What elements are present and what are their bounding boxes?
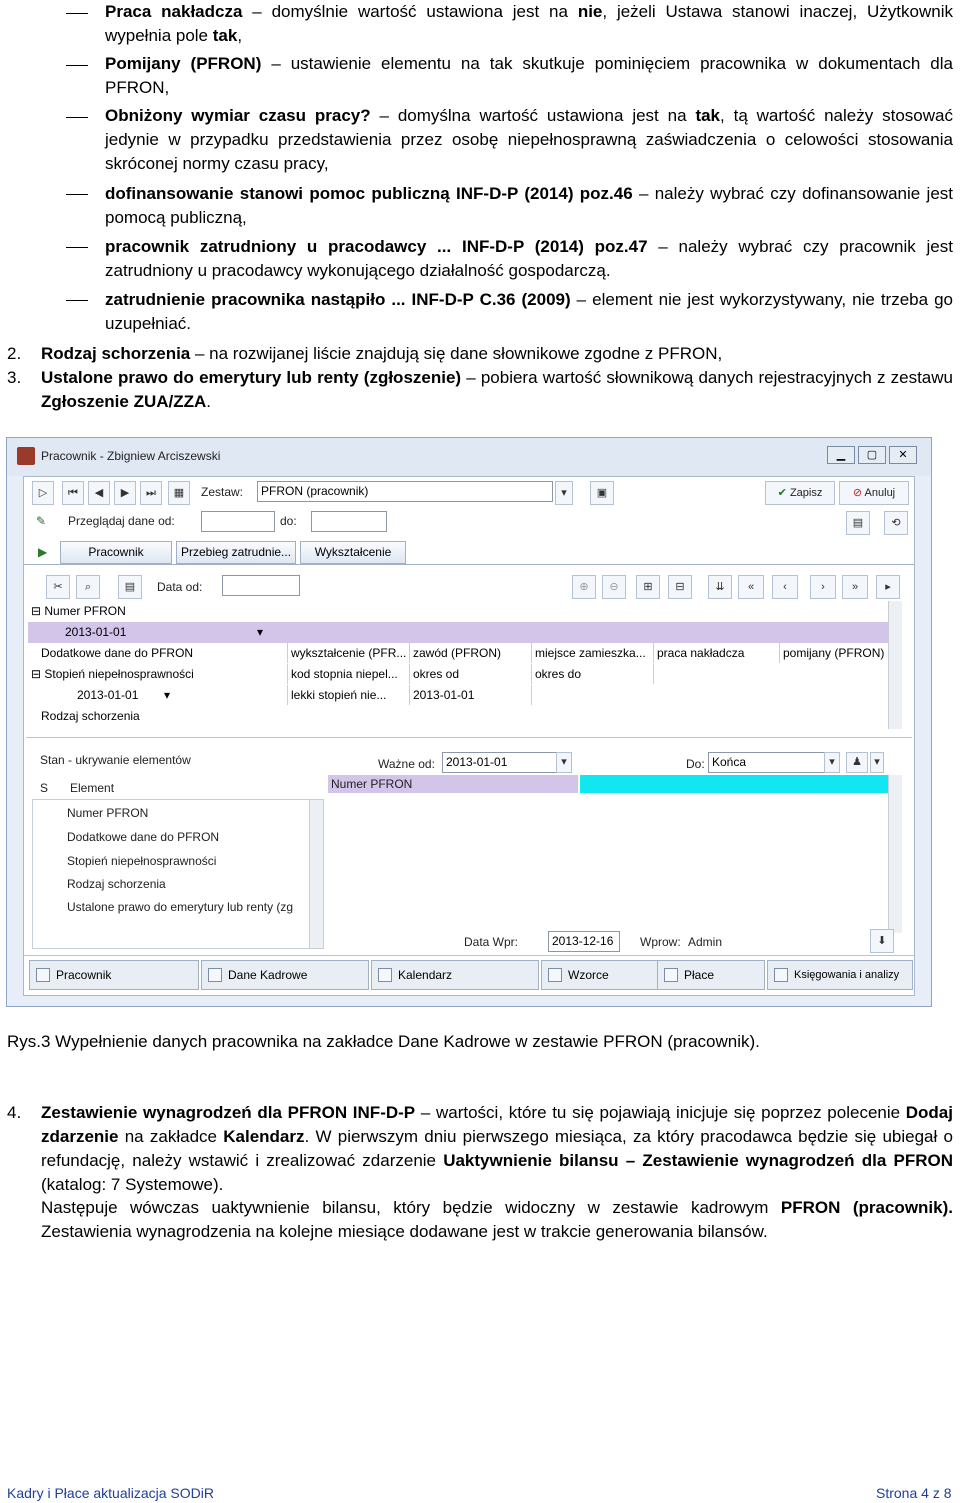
bullet-obnizony: Obniżony wymiar czasu pracy? – domyślna wartość ustawiona jest na tak, tą wartość należy stosować jedynie w przypadku przedstawienia przez osobę niepełnosprawną zaświadczenia o celowości stosowania skróconej normy czasu pracy, (105, 106, 953, 173)
tools-icon[interactable]: ✂ (46, 575, 70, 599)
first-record-icon[interactable]: ⏮ (62, 481, 84, 505)
grid-row-label: ⊟ Stopień niepełnosprawności (28, 664, 288, 684)
template-icon (548, 968, 562, 982)
bottom-divider (24, 955, 914, 956)
figure-caption: Rys.3 Wypełnienie danych pracownika na zakładce Dane Kadrowe w zestawie PFRON (pracownik). (7, 1032, 760, 1051)
element-list (32, 799, 324, 949)
zestaw-label: Zestaw: (201, 485, 244, 499)
grid-cell[interactable]: okres do (532, 664, 654, 684)
module-tab-dane-kadrowe[interactable] (201, 960, 369, 990)
item-number: 3. (7, 368, 22, 387)
calendar-icon[interactable]: ▤ (118, 575, 142, 599)
module-tab-label: Kalendarz (398, 968, 453, 982)
data-od-label: Data od: (157, 580, 203, 594)
footer-left: Kadry i Płace aktualizacja SODiR (7, 1485, 214, 1501)
selected-element-row[interactable] (328, 775, 578, 793)
module-tab-ksiegowania[interactable] (767, 960, 913, 990)
wprow-label: Wprow: (640, 935, 681, 949)
expand-icon[interactable]: ▶ (38, 545, 48, 559)
bullet-dash (66, 300, 88, 301)
item-rodzaj-schorzenia: Rodzaj schorzenia – na rozwijanej liście znajdują się dane słownikowe zgodne z PFRON, (41, 344, 723, 363)
list-item[interactable]: Ustalone prawo do emerytury lub renty (zg (67, 900, 294, 914)
grid-row[interactable] (28, 622, 890, 643)
grid-cell[interactable]: 2013-01-01 (410, 685, 532, 705)
grid-row[interactable] (28, 601, 894, 622)
grid-cell[interactable]: pomijany (PFRON) (780, 643, 892, 663)
chevron-down-icon[interactable]: ▾ (164, 688, 171, 702)
person-icon (36, 968, 50, 982)
selected-element-label: Numer PFRON (331, 777, 413, 791)
bullet-dash (66, 13, 88, 14)
data-wpr-value: 2013-12-16 (548, 931, 620, 952)
prev-page-icon[interactable]: ‹ (772, 575, 798, 599)
bullet-zatrudnienie: zatrudnienie pracownika nastąpiło ... INF-D-P C.36 (2009) – element nie jest wykorzystywany, nie trzeba go uzupełniać. (105, 290, 954, 333)
wprow-value: Admin (688, 935, 723, 949)
wazne-od-label: Ważne od: (378, 757, 435, 771)
grid-cell[interactable]: lekki stopień nie... (288, 685, 410, 705)
date-cell[interactable]: 2013-01-01 (74, 685, 288, 705)
first-page-icon[interactable]: « (738, 575, 764, 599)
do-input[interactable]: Końca (708, 752, 838, 773)
minimize-icon[interactable]: ▁ (827, 446, 855, 464)
grid-cell[interactable]: okres od (410, 664, 532, 684)
close-icon[interactable]: ✕ (889, 446, 917, 464)
s-column-header: S (40, 781, 49, 795)
data-od-input[interactable] (222, 575, 300, 596)
bullet-pomijany: Pomijany (PFRON) – ustawienie elementu na tak skutkuje pominięciem pracownika w dokumentach dla PFRON, (105, 54, 953, 97)
last-page-icon[interactable]: » (842, 575, 868, 599)
grid-cell[interactable]: wykształcenie (PFR... (288, 643, 410, 663)
play-icon[interactable]: ▷ (32, 481, 54, 505)
app-icon (17, 447, 35, 465)
detail-scrollbar[interactable] (888, 775, 902, 933)
module-tab-label: Pracownik (56, 968, 112, 982)
grid-row[interactable] (28, 685, 894, 706)
list-item[interactable]: Dodatkowe dane do PFRON (67, 830, 220, 844)
maximize-icon[interactable]: ▢ (858, 446, 886, 464)
cancel-button-label: Anuluj (864, 487, 896, 499)
module-tab-label: Płace (684, 968, 715, 982)
grid-cell[interactable]: praca nakładcza (654, 643, 780, 663)
module-tab-pracownik[interactable] (29, 960, 199, 990)
selected-element-value[interactable] (580, 775, 888, 793)
do2-label: Do: (686, 757, 705, 771)
set-config-icon[interactable]: ▣ (590, 481, 614, 505)
row-label: Rodzaj schorzenia (41, 709, 140, 723)
bullet-dash (66, 194, 88, 195)
date-to-input[interactable] (311, 511, 387, 532)
tabs-divider (24, 564, 914, 565)
search-icon[interactable]: ⌕ (76, 575, 100, 599)
go-right-icon[interactable]: ▸ (876, 575, 900, 599)
chevron-down-icon[interactable]: ▾ (555, 481, 573, 505)
calendar-icon (378, 968, 392, 982)
data-wpr-label: Data Wpr: (464, 935, 519, 949)
user-icon[interactable]: ♟ (846, 752, 868, 773)
grid-row[interactable] (28, 664, 894, 685)
element-column-header: Element (70, 781, 115, 795)
module-tab-label: Księgowania i analizy (794, 969, 900, 981)
grid-icon[interactable]: ▦ (168, 481, 190, 505)
item-number: 2. (7, 344, 22, 363)
przegladaj-label: Przeglądaj dane od: (68, 514, 175, 528)
zestaw-select[interactable]: PFRON (pracownik) (257, 481, 553, 502)
delete-row-icon[interactable]: ⊟ (668, 575, 692, 599)
cancel-button[interactable]: ⊘ Anuluj (839, 481, 909, 505)
payroll-icon (664, 968, 678, 982)
add-circle-icon[interactable]: ⊕ (572, 575, 596, 599)
grid-cell[interactable]: miejsce zamieszka... (532, 643, 654, 663)
panel-divider (26, 737, 912, 738)
next-page-icon[interactable]: › (810, 575, 836, 599)
table-icon[interactable]: ▤ (846, 511, 870, 535)
collapse-icon[interactable]: ⇊ (708, 575, 732, 599)
bullet-praca-nakladcza: Praca nakładcza – domyślnie wartość ustawiona jest na nie, jeżeli Ustawa stanowi inaczej, Użytkownik wypełnia pole tak, (105, 2, 953, 45)
module-tab-label: Dane Kadrowe (228, 968, 308, 982)
item-ustalone-prawo: Ustalone prawo do emerytury lub renty (zgłoszenie) – pobiera wartość słownikową danych rejestracyjnych z zestawu Zgłoszenie ZUA/ZZA. (41, 368, 953, 411)
remove-circle-icon[interactable]: ⊖ (602, 575, 626, 599)
grid-cell[interactable]: zawód (PFRON) (410, 643, 532, 663)
module-tab-place[interactable] (657, 960, 765, 990)
window-titlebar (7, 438, 931, 476)
do-label: do: (280, 514, 297, 528)
module-tab-label: Wzorce (568, 968, 609, 982)
bullet-dash (66, 65, 88, 66)
tab-wyksztalcenie[interactable]: Wykształcenie (300, 541, 406, 564)
row-label: Dodatkowe dane do PFRON (38, 643, 288, 663)
prev-record-icon[interactable]: ◀ (88, 481, 110, 505)
stan-label: Stan - ukrywanie elementów (40, 753, 191, 767)
edit-icon: ✎ (36, 514, 47, 528)
item-zestawienie-paragraph-2: Następuje wówczas uaktywnienie bilansu, który będzie widoczny w zestawie kadrowym PFRON (pracownik). Zestawienia wynagrodzenia na kolejne miesiące dodawane jest w trakcie generowania bilansów. (41, 1198, 953, 1241)
grid-row[interactable] (28, 643, 894, 664)
tab-pracownik[interactable]: Pracownik (60, 541, 172, 564)
row-label: Numer PFRON (44, 604, 126, 618)
folder-icon (208, 968, 222, 982)
module-tab-kalendarz[interactable] (371, 960, 539, 990)
window-content (23, 476, 915, 996)
add-row-icon[interactable]: ⊞ (636, 575, 660, 599)
refresh-icon[interactable]: ⟲ (884, 511, 908, 535)
chevron-down-icon[interactable]: ▾ (824, 752, 840, 773)
list-item[interactable]: Numer PFRON (67, 806, 149, 820)
chevron-down-icon[interactable]: ▾ (870, 752, 884, 773)
tab-przebieg-zatrudnienia[interactable]: Przebieg zatrudnie... (176, 541, 296, 564)
grid-cell[interactable]: kod stopnia niepel... (288, 664, 410, 684)
wazne-od-input[interactable]: 2013-01-01 (442, 752, 572, 773)
ledger-icon (774, 968, 788, 982)
grid-row[interactable] (28, 706, 894, 727)
save-button[interactable]: ✔ Zapisz (765, 481, 835, 505)
bullet-dash (66, 117, 88, 118)
next-record-icon[interactable]: ▶ (114, 481, 136, 505)
date-from-input[interactable] (201, 511, 275, 532)
window-title: Pracownik - Zbigniew Arciszewski (41, 449, 221, 463)
bullet-dash (66, 247, 88, 248)
item-zestawienie-wynagrodzen: Zestawienie wynagrodzeń dla PFRON INF-D-P – wartości, które tu się pojawiają inicjuje się poprzez polecenie Dodaj zdarzenie na zakładce Kalendarz. W pierwszym dniu pierwszego miesiąca, za który pracodawca będzie się ubiegał o refundację, należy wstawić i zrealizować zdarzenie Uaktywnienie bilansu – Zestawienie wynagrodzeń dla PFRON (katalog: 7 Systemowe). (41, 1103, 953, 1194)
bullet-dofinansowanie: dofinansowanie stanowi pomoc publiczną INF-D-P (2014) poz.46 – należy wybrać czy dofinansowanie jest pomocą publiczną, (105, 184, 953, 227)
chevron-down-icon[interactable]: ▾ (257, 625, 264, 639)
arrow-down-icon[interactable]: ⬇ (870, 929, 894, 953)
bullet-pracownik-zatrudniony: pracownik zatrudniony u pracodawcy ... INF-D-P (2014) poz.47 – należy wybrać czy pracownik jest zatrudniony u pracodawcy wykonującego działalność gospodarczą. (105, 237, 953, 280)
last-record-icon[interactable]: ⏭ (140, 481, 162, 505)
list-scrollbar[interactable] (309, 800, 323, 948)
list-item[interactable]: Rodzaj schorzenia (67, 877, 166, 891)
row-label: Stopień niepełnosprawności (44, 667, 194, 681)
screenshot-window (6, 437, 932, 1007)
list-item[interactable]: Stopień niepełnosprawności (67, 854, 217, 868)
item-number: 4. (7, 1103, 22, 1122)
grid-scrollbar[interactable] (888, 601, 902, 729)
footer-page-number: Strona 4 z 8 (876, 1485, 952, 1501)
grid-row-label: ⊟ Numer PFRON (31, 604, 126, 618)
chevron-down-icon[interactable]: ▾ (556, 752, 572, 773)
save-button-label: Zapisz (789, 487, 823, 499)
date-cell[interactable]: 2013-01-01 (65, 625, 127, 639)
